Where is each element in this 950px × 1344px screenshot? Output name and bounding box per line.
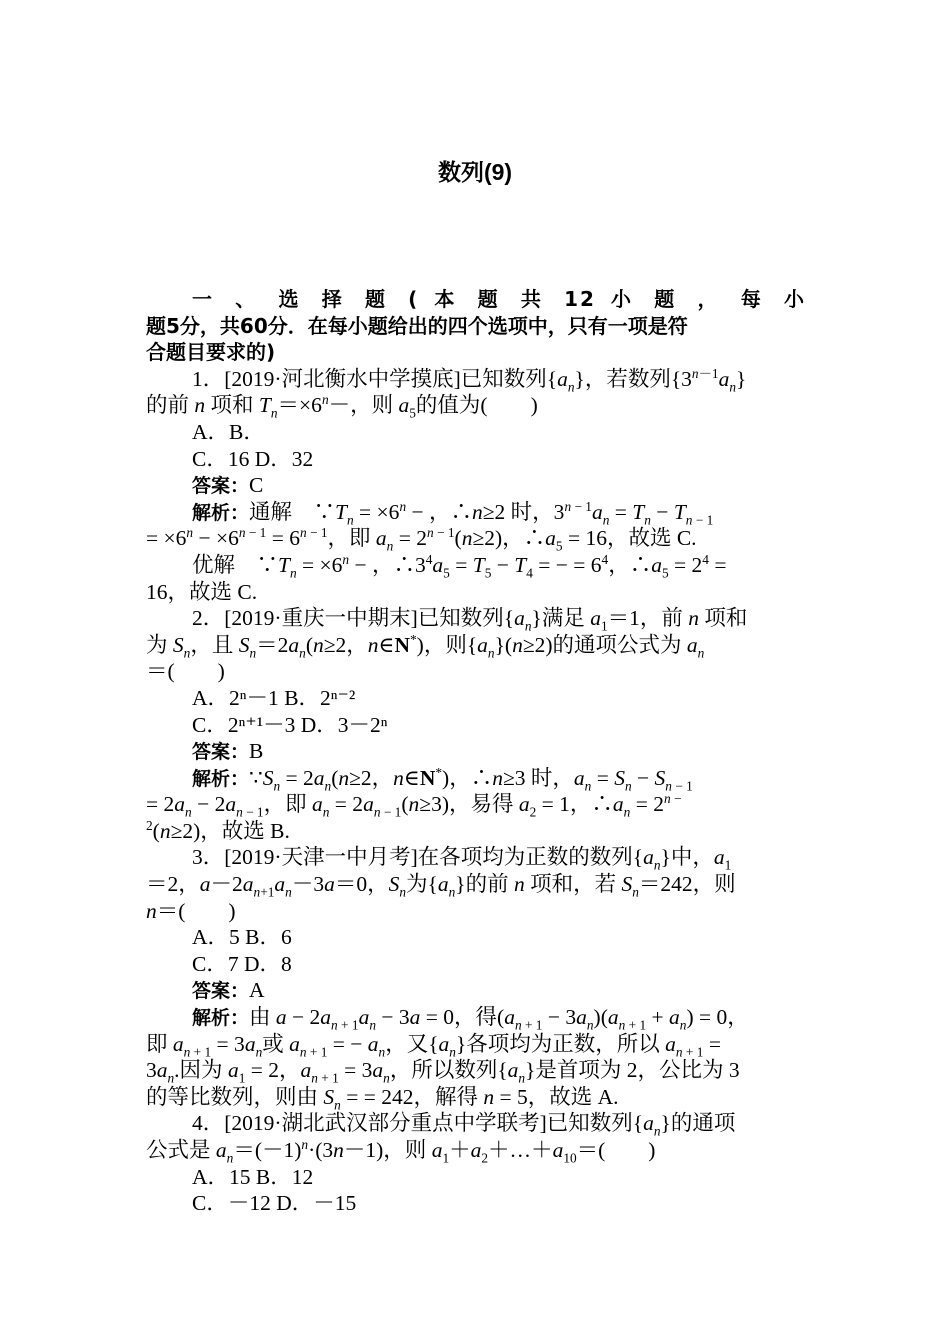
analysis-label: 解析： xyxy=(192,767,250,790)
question-2-answer xyxy=(146,738,806,765)
option-a: A．2ⁿ－1 xyxy=(192,685,279,710)
option-c: C．－12 xyxy=(192,1191,271,1216)
option-d: D．8 xyxy=(243,951,292,976)
answer-value: B xyxy=(249,739,264,764)
question-4-stem-cont: 公式是 $a_n=(-1)^n\cdot(3n-1)$，则 $a_1+a_2+\dots+a_{10}=$( ) xyxy=(146,1137,656,1164)
section-heading-line-2: 题5分，共60分．在每小题给出的四个选项中，只有一项是符 xyxy=(146,313,688,338)
question-number: 1． xyxy=(192,366,225,391)
option-b: B． xyxy=(229,419,265,444)
question-source: [2019·河北衡水中学摸底] xyxy=(224,366,461,391)
question-1-analysis-3: 优解 $\because T_n = \times 6^n$ − ，$\therefore 3^4a_5 = T_5 - T_4$ = − = $6^4$，$\therefore a_5 = 2^4$ = xyxy=(192,551,727,579)
question-3-analysis-1: 解析：由 $a - 2a_{n + 1}a_n - 3a = 0$，得$(a_{n + 1} - 3a_n)(a_{n + 1} + a_n) = 0$， xyxy=(192,1005,749,1031)
question-3-options-cd xyxy=(146,951,806,978)
option-c: C．7 xyxy=(192,951,239,976)
analysis-label: 解析： xyxy=(192,501,250,524)
question-2-stem: 2．[2019·重庆一中期末]已知数列$\{a_n\}$满足 $a_1=1$，前 n 项和 xyxy=(192,606,748,632)
question-1-options-ab xyxy=(146,419,806,446)
question-2-analysis-1: 解析：$\because S_n = 2a_n(n\ge 2$，n∈N*)，∴n≥3 时，$a_n = S_n - S_{n - 1}$ xyxy=(192,764,693,792)
question-3-analysis-2: 即 $a_{n + 1} = 3a_n$或 $a_{n + 1}$ = − $a_n$，又$\{a_n\}$各项均为正数，所以 $a_{n + 1}$ = xyxy=(146,1031,721,1058)
question-2-stem-cont: 为 $S_n$，且 $S_n=2a_n(n\ge 2$，n∈N*)，则$\{a_n\}(n\ge 2)$的通项公式为 $a_n$ xyxy=(146,631,705,659)
option-a: A． xyxy=(192,419,230,444)
question-number: 4． xyxy=(192,1111,225,1136)
question-4-stem: 4．[2019·湖北武汉部分重点中学联考]已知数列$\{a_n\}$的通项 xyxy=(192,1111,736,1137)
option-a: A．5 xyxy=(192,925,240,950)
question-1-analysis-1: 解析：通解 $\because T_n = \times 6^n$ − ，∴n≥2 时，$3^{n - 1}a_n = T_n - T_{n - 1}$ xyxy=(192,498,714,526)
question-source: [2019·重庆一中期末] xyxy=(224,606,418,631)
option-b: B．2ⁿ⁻² xyxy=(284,685,356,710)
answer-value: C xyxy=(249,473,264,498)
option-c: C．16 xyxy=(192,446,250,471)
question-3-analysis-3: $3a_n$.因为 $a_1 = 2$，$a_{n + 1} = 3a_n$，所以数列$\{a_n\}$是首项为 2，公比为 3 xyxy=(146,1058,740,1084)
question-4-options-cd xyxy=(146,1190,806,1217)
question-1-stem: 1．[2019·河北衡水中学摸底]已知数列$\{a_n\}$，若数列$\{3^{n-1}a_n\}$ xyxy=(192,365,747,393)
question-3-stem-cont-2: n＝( ) xyxy=(146,898,236,923)
question-source: [2019·湖北武汉部分重点中学联考] xyxy=(224,1111,547,1136)
answer-label: 答案： xyxy=(192,475,250,498)
option-a: A．15 xyxy=(192,1164,251,1189)
question-2-stem-cont-2: ＝( ) xyxy=(146,659,225,684)
page-title: 数列(9) xyxy=(437,159,513,185)
question-3-stem: 3．[2019·天津一中月考]在各项均为正数的数列$\{a_n\}$中，$a_1$ xyxy=(192,845,732,872)
question-number: 2． xyxy=(192,606,225,631)
option-d: D．－15 xyxy=(276,1191,357,1216)
question-2-options-ab xyxy=(146,685,806,712)
option-d: D．32 xyxy=(254,446,314,471)
option-d: D．3－2ⁿ xyxy=(300,712,388,737)
analysis-label: 解析： xyxy=(192,1007,250,1030)
question-1-analysis-4: 16，故选 C. xyxy=(146,579,258,604)
question-1-stem-cont: 的前 n 项和 $T_n=\times 6^n-$，则 $a_5$的值为( ) xyxy=(146,392,538,419)
question-1-options-cd xyxy=(146,446,806,473)
question-number: 3． xyxy=(192,845,225,870)
document-body xyxy=(146,286,806,1217)
section-heading-line-3: 合题目要求的) xyxy=(146,340,276,365)
question-2-analysis-3: $^2$(n≥2)，故选 B. xyxy=(146,817,290,843)
question-4-options-ab xyxy=(146,1164,806,1191)
answer-value: A xyxy=(249,978,265,1003)
option-b: B．6 xyxy=(245,925,292,950)
question-source: [2019·天津一中月考] xyxy=(224,845,418,870)
answer-label: 答案： xyxy=(192,741,250,764)
option-c: C．2ⁿ⁺¹－3 xyxy=(192,712,296,737)
question-2-options-cd xyxy=(146,712,806,739)
question-3-analysis-4: 的等比数列，则由 $S_n$ = = 242，解得 n = 5，故选 A. xyxy=(146,1084,619,1111)
question-3-answer xyxy=(146,977,806,1004)
question-2-analysis-2: = $2a_n - 2a_{n - 1}$，即 $a_n = 2a_{n - 1}(n\ge 3)$，易得 $a_2 = 1$，$\therefore a_n = 2^{n -}$ xyxy=(146,791,682,818)
question-1-answer xyxy=(146,472,806,499)
question-1-analysis-2: = $\times 6^n - \times 6^{n - 1} = 6^{n - 1}$，即 $a_n = 2^{n - 1}(n\ge 2)$，$\therefore a_5 = 16$，故选 C. xyxy=(146,525,697,552)
question-3-options-ab xyxy=(146,924,806,951)
section-heading-line-1: 一 、 选 择 题 ( 本 题 共 12 小 题 ， 每 小 xyxy=(192,287,806,311)
option-b: B．12 xyxy=(255,1164,314,1189)
answer-label: 答案： xyxy=(192,980,250,1003)
question-3-stem-cont: ＝2，$a-2a_{n+1}a_n-3a=0$，$S_n$为$\{a_n\}$的前 n 项和，若 $S_n=242$，则 xyxy=(146,872,736,898)
